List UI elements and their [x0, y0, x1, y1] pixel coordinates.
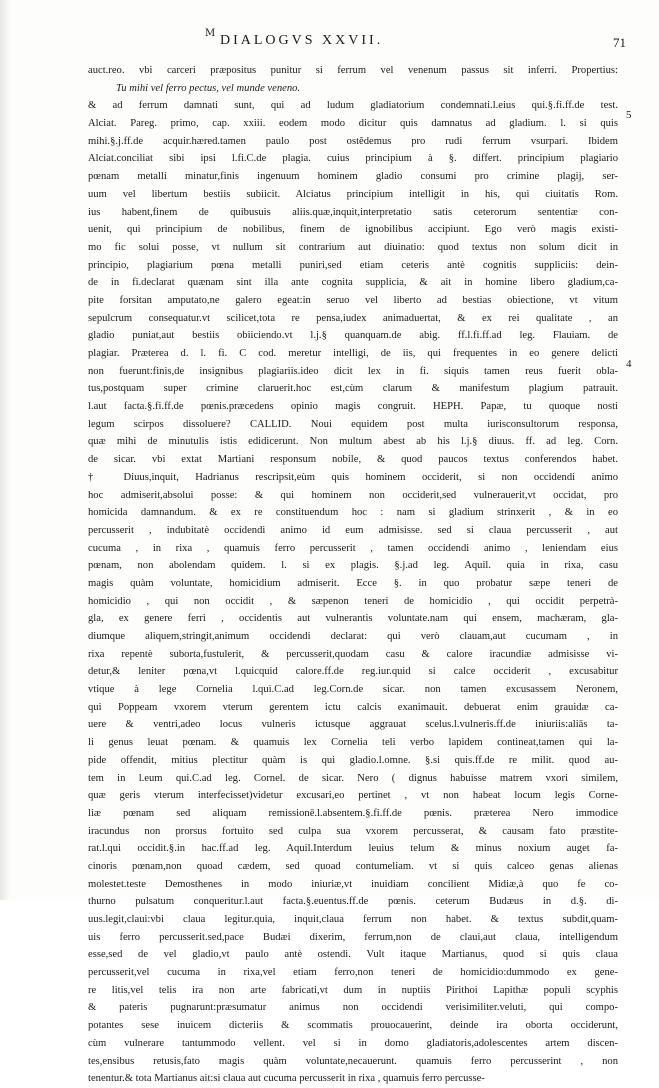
- margin-mark: 4: [626, 358, 632, 370]
- text-line: rat.l.qui occidit.§.in hac.ff.ad leg. Aquil.Interdum leuius telum & minus noxium auget fa-: [88, 843, 618, 855]
- text-line: Alciat.conciliat sibi ipsi l.fi.C.de plagia. cuius principium à §. differt. principium plagiario: [88, 153, 618, 165]
- text-line: l.aut facta.§.fi.ff.de pœnis.præcedens opinio magis congruit. HEPH. Papæ, tu quoque nosti: [88, 401, 618, 413]
- text-line: tes,ensibus retusis,fato magis quàm voluntate,necauerunt. quamuis ferro percusserint , non: [88, 1055, 618, 1067]
- text-line: uus.legit,claui:vbi claua legitur.quia, inquit,claua ferrum non habet. & textus subdit,quam-: [88, 914, 618, 925]
- text-line: uum vel libertum bestiis subiicit. Alciatus principium intelligit in his, qui ciuitatis Rom.: [88, 188, 618, 200]
- text-line: homicida damnandum. & ex re constituendum hoc : nam si gladium strinxerit , & in eo: [88, 507, 618, 519]
- text-line: quæ mihi de minutulis istis edidicerunt. Non multum abest ab his l.j.§ diuus. ff. ad leg. Corn.: [88, 436, 618, 448]
- page-number: 71: [613, 35, 626, 50]
- text-line: pœnam metalli minatur,finis ingenuum hominem gladio consumi pro crimine plagij, ser-: [88, 171, 618, 183]
- text-line: thurno pulsatum conqueritur.l.aut facta.§.euentus.ff.de pœnis. ceterum Budæus in d.§. di-: [88, 896, 618, 908]
- text-line: liæ pœnam sed aliquam remissionē.l.absentem.§.fi.ff.de pœnis. præterea Nero immodice: [88, 807, 618, 819]
- text-line: hoc admiserit,absolui posse: & qui hominem non occiderit,sed vulnerauerit,vt occidat, pro: [88, 489, 618, 501]
- text-line: tenentur.& tota Martianus ait:si claua aut cucuma percusserit in rixa , quamuis ferro percusse-: [88, 1073, 485, 1085]
- text-line: cùm vulnerare tantummodo vellent. vel si in domo gladiatoris,adolescentes artem discen-: [88, 1037, 618, 1049]
- text-line: ius habent,finem de quibusuis aliis.quæ,inquit,interpretatio satis ceterorum sententiæ con-: [88, 206, 618, 218]
- text-line: mihi.§.j.ff.de acquir.hæred.tamen paulo post ostēdemus pro rudi ferrum vsurpari. Ibidem: [88, 135, 618, 147]
- text-line: diumque aliquem,stringit,animum occidendi declarat: qui verò clauam,aut cucumam , in: [88, 631, 618, 642]
- text-line: de in fi.declarat quænam sint illa ante cognita supplicia, & ait in homine libero gladium,ca-: [88, 277, 618, 289]
- text-line: vtique à lege Cornelia l.qui.C.ad leg.Corn.de sicar. non tamen excusassem Neronem,: [88, 684, 618, 696]
- text-line: pide offendit, mitius plectitur quàm is qui gladio.l.omne. §.si quis.ff.de re milit. quod au-: [88, 754, 618, 766]
- text-line: principio, plagiarium pœna metalli puniri,sed etiam ceteris antè cognitis suppliciis: dein-: [88, 259, 618, 271]
- text-line: qui Poppeam vxorem vterum gerentem ictu calcis exanimauit. debuerat enim grauidæ ca-: [88, 701, 618, 713]
- text-line: non fuerunt:finis,de insignibus plagiariis.ideo dicit lex in fi. siquis tamen reus fuerit obla-: [88, 365, 618, 377]
- text-line: uere & ventri,adeo locus vulneris ictusque aggrauat scelus.l.vulneris.ff.de iniuriis:aliās ta-: [88, 719, 618, 731]
- text-line: iracundus non prorsus fortuito sed culpa sua vxorem percusserat, & causam fato præstite-: [88, 825, 618, 837]
- text-line: homicidio , qui non occidit , & sæpenon teneri de homicidio , qui occidit perpetrà-: [88, 595, 618, 607]
- running-head: DIALOGVS XXVII.: [220, 33, 384, 48]
- text-line: Alciat. Pareg. primo, cap. xxiii. eodem modo dicitur quis damnatus ad gladium. l. si quis: [88, 118, 618, 130]
- text-line: li genus leuat pœnam. & quamuis lex Cornelia teli verbo lapidem contineat,tamen qui la-: [88, 737, 618, 749]
- text-line: rixa repentè subortа,fustulerit, & percusserit,quodam casu & calore iracundiæ admisisse vi-: [88, 648, 618, 660]
- header-mark: M: [205, 28, 216, 39]
- text-line: cucuma , in rixa , quamuis ferro percusserit , tamen occidendi animo , leniendam eius: [88, 542, 618, 554]
- text-line: potantes sese inuicem dicteriis & scommatis prouocauerint, deinde ira oborta occiderunt,: [88, 1020, 618, 1032]
- text-line: quæ geris vterum interfecisset)videtur excusari,eo pertinet , vt non habeat locum legis Corne-: [88, 790, 618, 802]
- text-line: tem in l.eum qui.C.ad leg. Cornel. de sicar. Nero ( dignus habuisse matrem vxori similem,: [88, 772, 618, 784]
- margin-mark: 5: [626, 109, 632, 121]
- text-line: magis quàm voluntate, homicidium admiserit. Ecce §. in quo probatur sæpe teneri de: [88, 577, 618, 589]
- text-line: pite forsitan amputato,ne galero egeat:in seruo vel liberto ad bestias obiectione, vt vitum: [88, 294, 618, 306]
- page-header: [0, 30, 659, 60]
- body-text: [88, 62, 618, 1085]
- text-line: gladio puniat,aut bestiis obiiciendo.vt l.j.§ quanquam.de abig. ff.l.fi.ff.ad leg. Flauiam. de: [88, 330, 618, 342]
- text-line: uis ferro percusserit.sed,pace Budæi dixerim, ferrum,non de claui,aut claua, intelligendum: [88, 931, 618, 943]
- text-line: † Diuus,inquit, Hadrianus rescripsit,eùm quis hominem occiderit, si non occidendi animo: [88, 471, 618, 483]
- text-line: molestet.teste Demosthenes in modo iniuriæ,vt inuidiam concilient Midiæ,à quo fe co-: [88, 878, 618, 890]
- text-line: percusserit , indubitatè occidendi animo id eum admisisse. sed si claua percusserit , aut: [88, 524, 618, 536]
- text-line: & ad ferrum damnati sunt, qui ad ludum gladiatorium condemnati.l.eius qui.§.fi.ff.de test.: [88, 100, 618, 112]
- text-line: mo fic solui posse, vt nullum sit contrarium aut diuinatio: quod textus non solum dicit in: [88, 241, 618, 253]
- text-line: detur,& leniter pœna,vt l.quicquid calore.ff.de reg.iur.quid si calce occiderit , excusabitur: [88, 666, 618, 678]
- text-line: sepulcrum consequatur.vt scilicet,tota re pensa,iudex animaduertat, & ex rei qualitate , an: [88, 312, 618, 324]
- text-line: tus,postquam super crimine claruerit.hoc est,cùm clarum & manifestum plagium patrauit.: [88, 383, 618, 395]
- text-line: esse,sed de vel gladio,vt paulo antè ostendi. Vult itaque Martianus, quod si quis claua: [88, 949, 618, 961]
- text-line: percusserit,vel cucuma in rixa,vel etiam ferro,non teneri de homicidio:dummodo ex gene-: [88, 967, 618, 979]
- text-line: re litis,vel telis ira non arte fabricati,vt dum in nuptiis Pirithoi Lapithæ populi scyphis: [88, 984, 618, 996]
- verse-quote-line: Tu mihi vel ferro pectus, vel munde veneno.: [116, 82, 301, 94]
- text-line: cinoris pœnam,non quoad cædem, sed quoad contumeliam. vt si quis calceo genas alienas: [88, 860, 618, 872]
- text-line: uenit, qui principium de nobilibus, finem de ignobilibus accipiunt. Ego verò magis existi-: [88, 224, 618, 236]
- text-line: auct.reo. vbi carceri præpositus punitur si ferrum vel venenum passus sit inferri. Propertius:: [88, 65, 618, 76]
- page-gutter-shadow: [0, 0, 10, 900]
- text-line: plagiar. Præterea d. l. fi. C cod. meretur intelligi, de iis, qui frequentes in eo genere delicti: [88, 348, 618, 359]
- text-line: gla, ex genere ferri , occidentis aut vulnerantis voluntate.nam qui ensem, machæram, gla-: [88, 613, 618, 625]
- text-line: legum scirpos dissoluere? CALLID. Noui equidem post multa iurisconsultorum responsa,: [88, 418, 618, 430]
- text-line: de sicar. vbi extat Martiani responsum nobile, & quod paucos textus conferendos habet.: [88, 454, 618, 466]
- text-line: pœnam, non abolendam quidem. l. si ex plagis. §.j.ad leg. Aquil. quia in rixa, casu: [88, 560, 618, 572]
- text-line: & pateris pugnarunt:præsumatur animus non occidendi verisimiliter.veluti, qui compo-: [88, 1002, 618, 1014]
